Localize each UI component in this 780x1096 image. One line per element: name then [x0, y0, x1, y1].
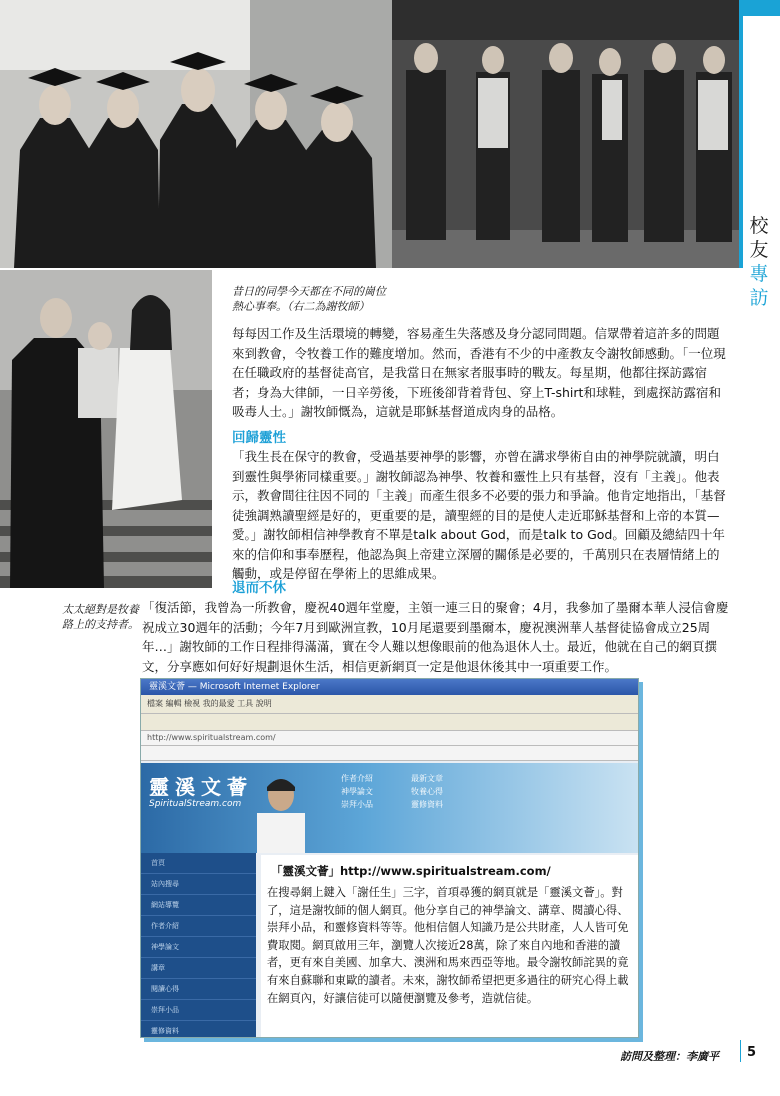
nav-item[interactable]: 首頁 [141, 853, 256, 874]
site-menu-item[interactable]: 靈修資料 [411, 800, 443, 809]
browser-address-bar: http://www.spiritualstream.com/ [141, 731, 638, 746]
site-left-nav [141, 853, 256, 1037]
section-label-char: 校 [749, 215, 769, 237]
page-divider [740, 1040, 741, 1062]
site-menu [341, 773, 481, 810]
caption-line: 太太絕對是牧養 [62, 603, 139, 616]
site-name: 靈溪文薈 [149, 775, 253, 799]
graduation-photo [0, 0, 392, 268]
family-photo [0, 268, 214, 588]
author-photo [251, 769, 311, 853]
browser-title-bar: 靈溪文薈 — Microsoft Internet Explorer [141, 679, 638, 695]
nav-item[interactable]: 崇拜小品 [141, 1000, 256, 1021]
section1-paragraph: 「我生長在保守的教會，受過基要神學的影響，亦曾在講求學術自由的神學院就讀，明白到靈性與學術同樣重要。」謝牧師認為神學、牧養和靈性上只有基督，沒有「主義」。他表示，教會間往往因不同的「主義」而產生很多不必要的張力和爭論。他肯定地指出，「基督徒強調熟讀聖經是好的，更重要的是，讀聖經的目的是使人走近耶穌基督和上帝的本質—愛。」謝牧師相信神學教育不單是talk about God，而是talk to God。回顧及總結四十年來的信仰和事奉歷程，他認為與上帝建立深層的關係是必要的，千萬別只在表層情緒上的觸動，或是停留在學術上的思維成果。 [232, 449, 726, 581]
site-menu-item[interactable]: 作者介紹 [341, 774, 373, 783]
info-box-title [271, 863, 551, 879]
section-label [744, 214, 774, 310]
nav-item[interactable]: 網站導覽 [141, 895, 256, 916]
photo-caption-left [62, 602, 139, 632]
section-label-char: 友 [749, 239, 769, 261]
site-subtitle: SpiritualStream.com [149, 799, 242, 809]
site-menu-item[interactable]: 牧養心得 [411, 787, 443, 796]
caption-line: 熱心事奉。（右二為謝牧師） [232, 300, 370, 313]
section-heading: 退而不休 [232, 580, 286, 596]
caption-line: 昔日的同學今天都在不同的崗位 [232, 285, 386, 298]
section2-paragraph: 「復活節，我曾為一所教會，慶祝40週年堂慶，主領一連三日的聚會；4月，我參加了墨爾本華人浸信會慶祝成立30週年的活動；今年7月到歐洲宣教，10月尾還要到墨爾本，慶祝澳洲華人基督徒協會成立25周年…」謝牧師的工作日程排得滿滿，實在令人難以想像眼前的他為退休人士。最近，他就在自己的網頁撰文，分享應如何好好規劃退休生活，相信更新網頁一定是他退休後其中一項重要工作。 [142, 600, 729, 674]
group-photo [392, 0, 739, 268]
section-heading: 回歸靈性 [232, 430, 286, 446]
page-number: 5 [747, 1045, 757, 1060]
nav-item[interactable]: 神學論文 [141, 937, 256, 958]
info-box-body: 在搜尋網上鍵入「謝任生」三字，首項尋獲的網頁就是「靈溪文薈」。對了，這是謝牧師的個人網頁。他分享自己的神學論文、講章、閱讀心得、崇拜小品，和靈修資料等等。他相信個人知識乃是公共財產，人人皆可免費取閱。網頁啟用三年，瀏覽人次接近28萬，除了來自內地和香港的讀者，更有來自美國、加拿大、澳洲和馬來西亞等地。最令謝牧師詫異的竟有來自蘇聯和東歐的讀者。未來，謝牧師希望把更多過往的研究心得上載在網頁內，好讓信徒可以隨便瀏覽及參考，造就信徒。 [267, 886, 629, 1005]
nav-item[interactable]: 講章 [141, 958, 256, 979]
photo-caption-top [232, 284, 386, 314]
browser-search-bar [141, 746, 638, 761]
browser-toolbar: 檔案 編輯 檢視 我的最愛 工具 說明 [141, 695, 638, 714]
site-menu-item[interactable]: 最新文章 [411, 774, 443, 783]
interview-credit: 訪問及整理：李廣平 [620, 1050, 719, 1063]
website-screenshot [140, 678, 639, 1038]
site-title-name: 「靈溪文薈」 [271, 864, 340, 878]
nav-item[interactable]: 閱讀心得 [141, 979, 256, 1000]
site-menu-item[interactable]: 神學論文 [341, 787, 373, 796]
site-menu-item[interactable]: 崇拜小品 [341, 800, 373, 809]
section-label-char: 專 [749, 263, 769, 285]
intro-paragraph: 每每因工作及生活環境的轉變，容易產生失落感及身分認同問題。信眾帶着這許多的問題來到教會，令牧養工作的難度增加。然而，香港有不少的中產教友令謝牧師感動。「一位現在任職政府的基督徒高官，是我當日在無家者服事時的戰友。每星期，他都往探訪露宿者；身為大律師，一日辛勞後，下班後卻背着背包、穿上T-shirt和球鞋，到處探訪露宿和吸毒人士。」謝牧師慨為，這就是耶穌基督道成肉身的品格。 [232, 326, 726, 419]
nav-item[interactable]: 站內搜尋 [141, 874, 256, 895]
browser-toolbar-icons [141, 714, 638, 731]
site-url: http://www.spiritualstream.com/ [340, 864, 551, 878]
site-banner [141, 763, 638, 853]
nav-item[interactable]: 作者介紹 [141, 916, 256, 937]
nav-item[interactable]: 靈修資料 [141, 1021, 256, 1038]
section-label-char: 訪 [749, 287, 769, 309]
caption-line: 路上的支持者。 [62, 618, 139, 631]
